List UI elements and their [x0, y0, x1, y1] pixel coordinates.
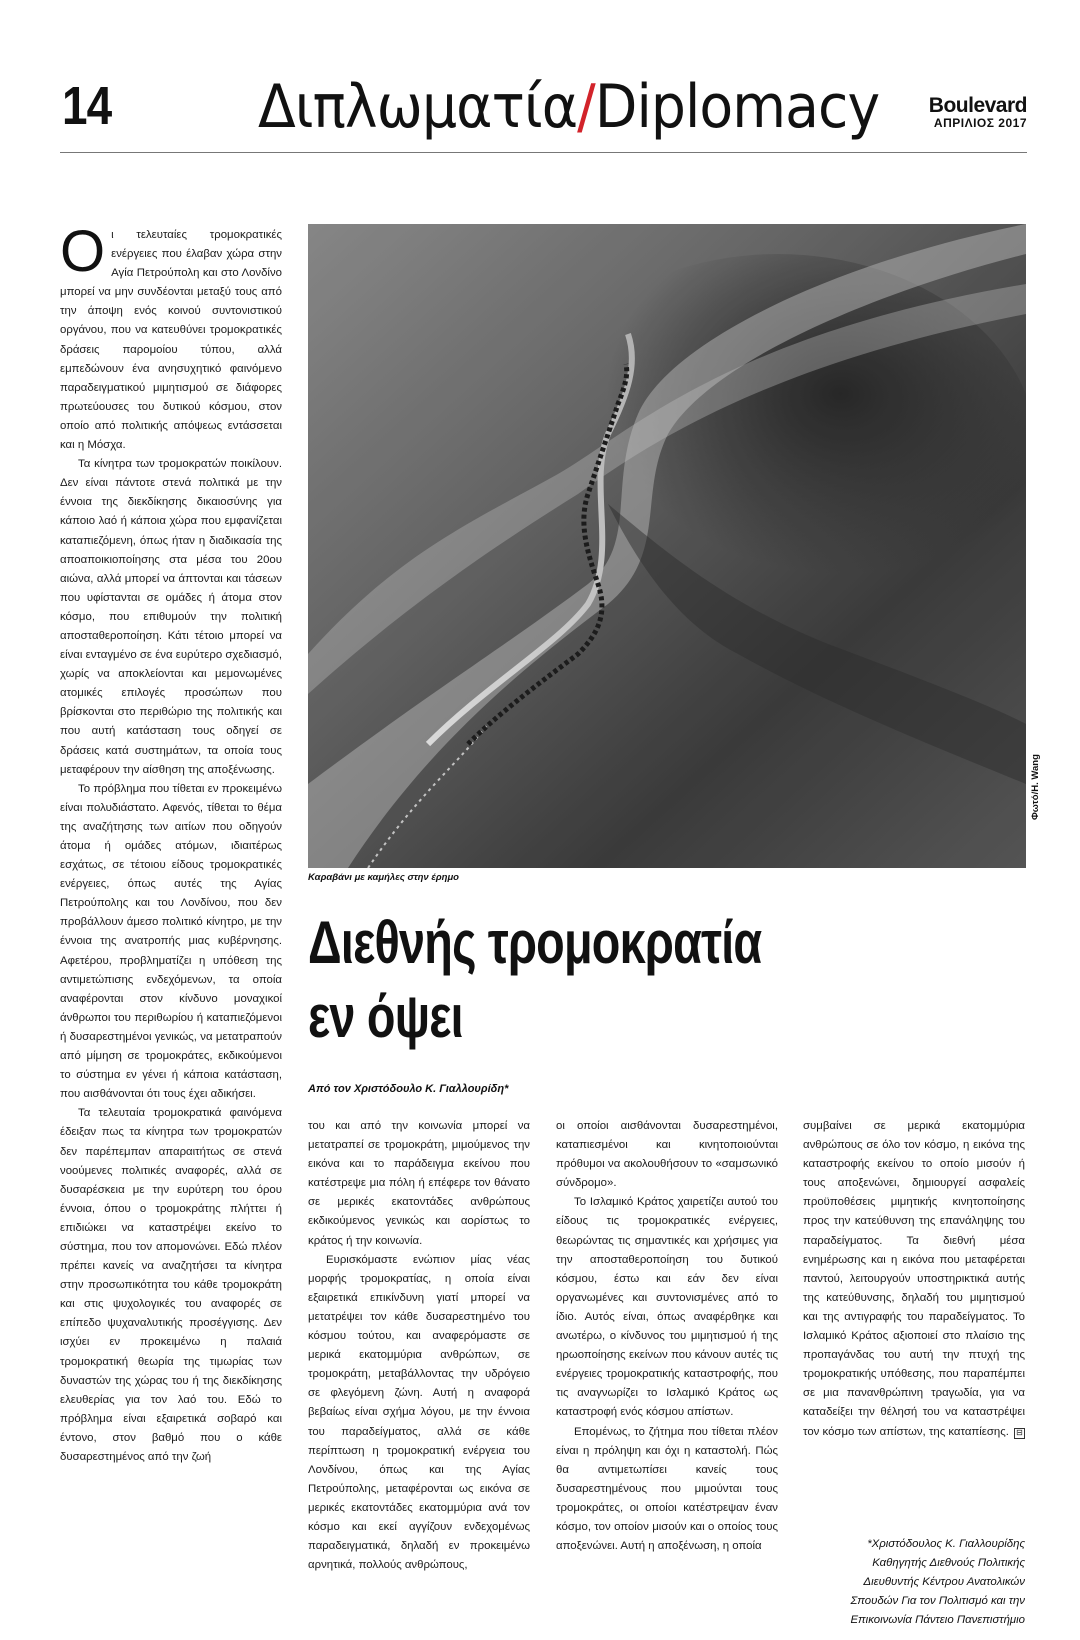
paragraph: Ευρισκόμαστε ενώπιον μίας νέας μορφής τρομοκρατίας, η οποία είναι εξαιρετικά επικίνδυνη γιατί μπορεί να μετατρέψει τον κάθε δυσαρεστημένο του κόσμου τούτου, και αναφερόμαστε σε μερικά εκατομμύρια ανθρώπων, σε τρομοκράτη, μεταβάλλοντας την υδρόγειο σε φλεγόμενη ζώνη. Αυτή η αναφορά βεβαίως είναι σχήμα λόγου, με την έννοια του παραδείγματος, αλλά σε κάθε περίπτωση η τρομοκρατική ενέργεια του Λονδίνου, όπως και της Αγίας Πετρούπολης, μεταφέρονται ως εικόνα σε μερικές εκατοντάδες εκατομμύρια ανά τον κόσμο και εκεί αγγίζουν ενδεχομένως παραδειγματικά, δηλαδή εν προκειμένω αρνητικά, πολλούς ανθρώπους, — [308, 1253, 530, 1572]
article-column-2 — [308, 1117, 530, 1575]
paragraph: Οι τελευταίες τρομοκρατικές ενέργειες που έλαβαν χώρα στην Αγία Πετρούπολη και στο Λονδίνο μπορεί να μην συνδέονται μεταξύ τους από την άποψη ενός κοινού συντονιστικού οργάνου, που να κατευθύνει τρομοκρατικές δράσεις παρομοίου τύπου, αλλά εμπεδώνουν ένα ανησυχητικό φαινόμενο παραδειγματικού μιμητισμού σε διάφορες πρωτεύουσες του δυτικού κόσμου, στον οποίο από πολιτικής απόψεως εντάσσεται και η Μόσχα. — [60, 219, 282, 452]
section-title-greek: Διπλωματία — [258, 72, 578, 142]
section-title-slash: / — [577, 72, 595, 142]
section-title — [258, 72, 879, 142]
paragraph: Επομένως, το ζήτημα που τίθεται πλέον είναι η πρόληψη και όχι η καταστολή. Πώς θα αντιμετωπίσει κανείς τους δυσαρεστημένους που μιμούνται τους τρομοκράτες, οι οποίοι κατέστρεψαν έναν κόσμο, τον οποίον μισούν και ο οποίος τους αποξενώνει. Αυτή η αποξένωση, η οποία — [556, 1425, 778, 1553]
paragraph: οι οποίοι αισθάνονται δυσαρεστημένοι, καταπιεσμένοι και κινητοποιούνται πρόθυμοι να ακολουθήσουν το «σαμσωνικό σύνδρομο». — [556, 1120, 778, 1190]
paragraph: του και από την κοινωνία μπορεί να μετατραπεί σε τρομοκράτη, μιμούμενος την εικόνα και το παράδειγμα εκείνου που κατέστρεψε μια πόλη ή επέφερε τον θάνατο σε μερικές εκατοντάδες ανθρώπους εκδικούμενος γενικώς και αορίστως το κράτος ή την κοινωνία. — [308, 1120, 530, 1247]
bio-line: *Χριστόδουλος Κ. Γιαλλουρίδης — [867, 1538, 1025, 1550]
desert-dunes-image — [308, 224, 1026, 868]
article-column-1 — [60, 219, 282, 1467]
headline-line-2: εν όψει — [308, 983, 463, 1050]
end-of-article-icon: ⊟ — [1014, 1428, 1025, 1439]
article-column-4 — [803, 1117, 1025, 1442]
bio-line: Καθηγητής Διεθνούς Πολιτικής — [872, 1557, 1025, 1570]
bio-line: Επικοινωνία Πάντειο Πανεπιστήμιο — [850, 1614, 1025, 1627]
photo-credit: Φωτό/H. Wang — [1030, 754, 1041, 820]
drop-cap: Ο — [60, 219, 106, 284]
author-bio — [800, 1535, 1025, 1630]
issue-date: ΑΠΡΙΛΙΟΣ 2017 — [933, 116, 1027, 130]
publication-masthead — [929, 96, 1027, 130]
article-headline — [308, 906, 761, 1054]
paragraph: συμβαίνει σε μερικά εκατομμύρια ανθρώπους σε όλο τον κόσμο, η εικόνα της καταστροφής εκείνου το οποίο μισούν ή τους αποξενώνει, δημιουργεί ασφαλείς προϋποθέσεις μιμητικής κινητοποίησης προς την κατεύθυνση της επανάληψης του παραδείγματος. Τα διεθνή μέσα ενημέρωσης και η εικόνα που μεταφέρεται παντού, λειτουργούν υποστηρικτικά αυτής της κατεύθυνσης, δηλαδή του μιμητισμού και της αντιγραφής του παραδείγματος. Το Ισλαμικό Κράτος αξιοποιεί στο πλαίσιο της προπαγάνδας του αυτή την πτυχή της τρομοκρατικής υπόθεσης, που παραπέμπει σε μια πανανθρώπινη τραγωδία, για να καταδείξει την θέλησή του να καταστρέψει τον κόσμο των απίστων, της καταπίεσης. ⊟ — [803, 1120, 1025, 1438]
page-number: 14 — [62, 76, 112, 136]
article-column-3 — [556, 1117, 778, 1556]
paragraph: Το πρόβλημα που τίθεται εν προκειμένω είναι πολυδιάστατο. Αφενός, τίθεται το θέμα της αναζήτησης των αιτίων που οδηγούν άτομα ή ομάδες ατόμων, ιδιαιτέρως εσχάτως, σε τέτοιου είδους τρομοκρατικές ενέργειες, όπως αυτές της Αγίας Πετρούπολης και του Λονδίνου, που δεν προβάλλουν άμεσο πολιτικό κίνητρο, με την έννοια της ανατροπής μιας κυβέρνησης. Αφετέρου, προβληματίζει η υπόθεση της αντιμετώπισης ενδεχόμενων, τα οποία αναφέρονται στον κίνδυνο μοναχικοί άνθρωποι του περιθωρίου ή καταπιεζόμενοι ή δυσαρεστημένοι γενικώς, να μετατραπούν από μίμηση σε τρομοκράτες, εκδικούμενοι το σύστημα εν γένει ή κάποια κατάσταση, που αισθάνονται ότι τους έχει αδικήσει. — [60, 782, 282, 1101]
publication-name: Boulevard — [928, 94, 1027, 117]
headline-line-1: Διεθνής τρομοκρατία — [308, 909, 762, 976]
bio-line: Διευθυντής Κέντρου Ανατολικών — [863, 1576, 1025, 1589]
header-divider — [60, 152, 1027, 153]
section-title-english: Diplomacy — [594, 72, 880, 142]
byline: Από τον Χριστόδουλο Κ. Γιαλλουρίδη* — [308, 1083, 509, 1095]
paragraph: Τα τελευταία τρομοκρατικά φαινόμενα έδειξαν πως τα κίνητρα των τρομοκρατών δεν παρέπεμπαν απαραιτήτως σε στενά νοούμενες πολιτικές αναφορές, αλλά σε δυσαρέσκεια με την ευρύτερη του όρου έννοια, όπου ο τρομοκράτης πλήττει ή επιδιώκει να καταστρέψει εκείνο το σύστημα, που τον απομονώνει. Εδώ πλέον πρέπει κανείς να αναζητήσει τα κίνητρα στην προσωπικότητα του κάθε τρομοκράτη και στις ψυχολογικές του αναφορές σε επίπεδο ψυχαναλυτικής προσέγγισης. Δεν ισχύει εν προκειμένω η παλαιά τρομοκρατική θεωρία της τιμωρίας των δυναστών της χώρας του ή της διεκδίκησης ελευθερίας για τον λαό του. Εδώ το πρόβλημα είναι εξαιρετικά σοβαρό και έντονο, στον βαθμό που ο κάθε δυσαρεστημένος από την ζωή — [60, 1107, 282, 1463]
paragraph: Το Ισλαμικό Κράτος χαιρετίζει αυτού του είδους τις τρομοκρατικές ενέργειες, θεωρώντας τις σημαντικές και χρήσιμες για την αποσταθεροποίηση του δυτικού κόσμου, έστω και εάν δεν είναι οργανωμένες και συντονισμένες από το ίδιο. Αυτός είναι, όπως αναφέρθηκε και ανωτέρω, ο κίνδυνος του μιμητισμού ή της ηρωοποίησης εκείνων που κάνουν αυτές τις ενέργειες τρομοκρατικής καταστροφής, που τις αναγνωρίζει το Ισλαμικό Κράτος ως καταστροφή ενός κόσμου απίστων. — [556, 1196, 778, 1419]
photo-caption: Καραβάνι με καμήλες στην έρημο — [308, 872, 459, 883]
paragraph: Τα κίνητρα των τρομοκρατών ποικίλουν. Δεν είναι πάντοτε στενά πολιτικά με την έννοια της διεκδίκησης δικαιοσύνης για κάποιο λαό ή κάποια χώρα που εμφανίζεται καταπιεζόμενη, όπως ήταν η διαδικασία της αποαποικιοποίησης στα μέσα του 20ου αιώνα, αλλά μπορεί να άπτονται και τάσεων που υφίστανται σε ομάδες ή άτομα στον κόσμο, που επιθυμούν την πολιτική αποσταθεροποίηση. Κάτι τέτοιο μπορεί να είναι ενταγμένο σε ένα ευρύτερο σχεδιασμό, χωρίς να αποκλείονται και μεμονωμένες ατομικές επιλογές προσώπων που βρίσκονται στο περιθώριο της πολιτικής και που αυτή κατάσταση τους οδηγεί σε δράσεις κατά συστημάτων, τα οποία τους μεταφέρουν την αίσθηση της αποξένωσης. — [60, 458, 282, 776]
bio-line: Σπουδών Για τον Πολιτισμό και την — [850, 1595, 1025, 1608]
photo-camel-caravan — [308, 224, 1026, 868]
